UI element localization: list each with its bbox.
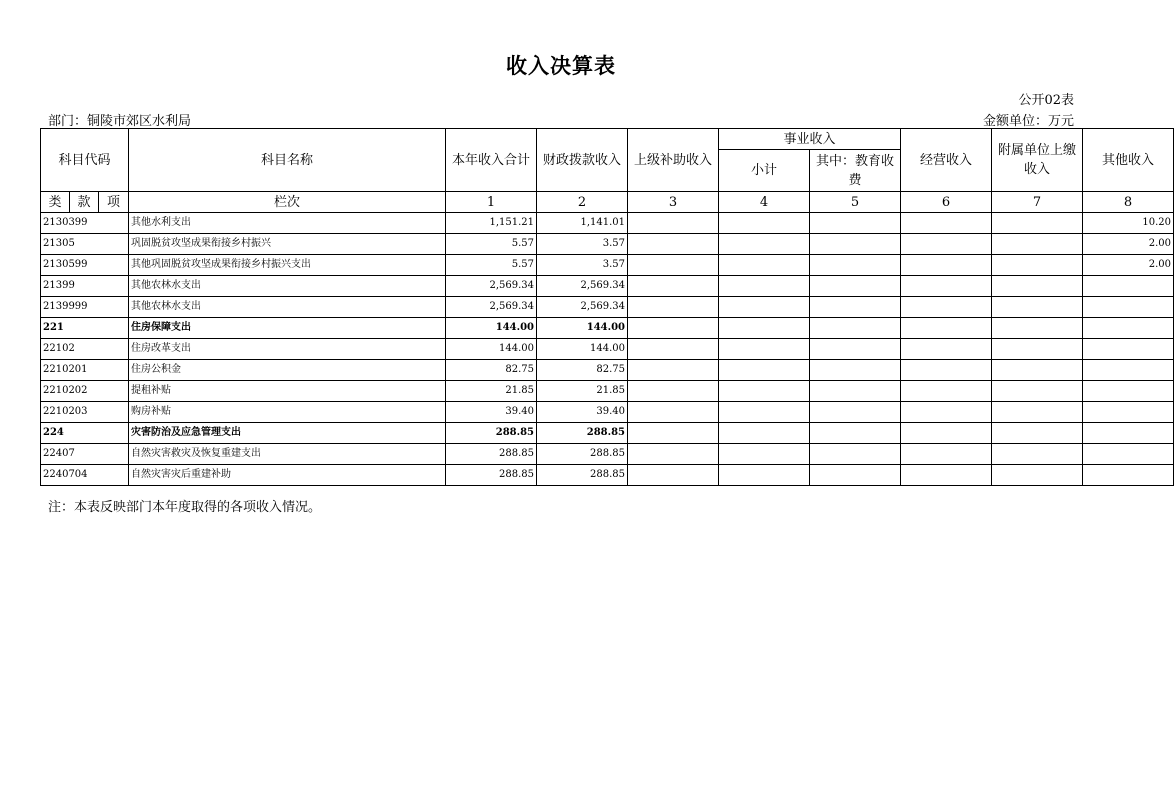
row-fiscal: 1,141.01	[537, 213, 628, 234]
row-fiscal: 3.57	[537, 234, 628, 255]
row-subtotal	[719, 402, 810, 423]
row-other	[1083, 423, 1174, 444]
row-affiliated	[992, 444, 1083, 465]
row-fiscal: 288.85	[537, 423, 628, 444]
row-total: 288.85	[446, 465, 537, 486]
row-name: 住房公积金	[129, 360, 446, 381]
row-operating	[901, 444, 992, 465]
row-other	[1083, 276, 1174, 297]
row-subtotal	[719, 255, 810, 276]
header-total: 本年收入合计	[446, 129, 537, 192]
header-col-3: 3	[628, 192, 719, 213]
header-col-4: 4	[719, 192, 810, 213]
row-total: 21.85	[446, 381, 537, 402]
row-education	[810, 213, 901, 234]
row-other	[1083, 318, 1174, 339]
row-superior	[628, 360, 719, 381]
row-code: 2210202	[41, 381, 129, 402]
row-superior	[628, 465, 719, 486]
row-name: 自然灾害灾后重建补助	[129, 465, 446, 486]
row-education	[810, 297, 901, 318]
row-fiscal: 2,569.34	[537, 297, 628, 318]
row-fiscal: 144.00	[537, 339, 628, 360]
table-row	[41, 234, 1174, 255]
row-total: 5.57	[446, 234, 537, 255]
row-code: 22102	[41, 339, 129, 360]
table-row	[41, 423, 1174, 444]
row-other: 10.20	[1083, 213, 1174, 234]
row-other	[1083, 402, 1174, 423]
row-total: 288.85	[446, 444, 537, 465]
row-affiliated	[992, 213, 1083, 234]
header-xiang: 项	[99, 192, 129, 213]
row-total: 5.57	[446, 255, 537, 276]
row-code: 22407	[41, 444, 129, 465]
row-subtotal	[719, 444, 810, 465]
row-name: 巩固脱贫攻坚成果衔接乡村振兴	[129, 234, 446, 255]
row-total: 2,569.34	[446, 297, 537, 318]
row-fiscal: 39.40	[537, 402, 628, 423]
row-education	[810, 360, 901, 381]
row-subtotal	[719, 234, 810, 255]
header-col-7: 7	[992, 192, 1083, 213]
footnote: 注：本表反映部门本年度取得的各项收入情况。	[48, 500, 322, 515]
row-total: 288.85	[446, 423, 537, 444]
row-education	[810, 444, 901, 465]
table-row	[41, 297, 1174, 318]
row-fiscal: 3.57	[537, 255, 628, 276]
row-name: 其他农林水支出	[129, 276, 446, 297]
amount-unit-label: 金额单位：万元	[982, 114, 1074, 129]
table-row	[41, 465, 1174, 486]
row-affiliated	[992, 423, 1083, 444]
row-superior	[628, 318, 719, 339]
row-superior	[628, 423, 719, 444]
row-fiscal: 2,569.34	[537, 276, 628, 297]
row-fiscal: 82.75	[537, 360, 628, 381]
row-subtotal	[719, 339, 810, 360]
row-operating	[901, 255, 992, 276]
row-affiliated	[992, 381, 1083, 402]
row-operating	[901, 318, 992, 339]
row-subtotal	[719, 381, 810, 402]
header-fiscal: 财政拨款收入	[537, 129, 628, 192]
header-other: 其他收入	[1083, 129, 1174, 192]
row-operating	[901, 381, 992, 402]
row-subtotal	[719, 465, 810, 486]
row-code: 2210203	[41, 402, 129, 423]
row-total: 39.40	[446, 402, 537, 423]
row-education	[810, 339, 901, 360]
row-subtotal	[719, 297, 810, 318]
table-row	[41, 402, 1174, 423]
row-operating	[901, 234, 992, 255]
row-superior	[628, 402, 719, 423]
row-total: 144.00	[446, 339, 537, 360]
row-superior	[628, 297, 719, 318]
row-superior	[628, 255, 719, 276]
row-name: 住房改革支出	[129, 339, 446, 360]
table-body	[41, 213, 1174, 486]
row-total: 82.75	[446, 360, 537, 381]
row-subtotal	[719, 360, 810, 381]
row-code: 2210201	[41, 360, 129, 381]
row-operating	[901, 213, 992, 234]
table-row	[41, 255, 1174, 276]
row-superior	[628, 444, 719, 465]
header-affiliated: 附属单位上缴收入	[992, 129, 1083, 192]
row-superior	[628, 276, 719, 297]
header-superior: 上级补助收入	[628, 129, 719, 192]
row-operating	[901, 360, 992, 381]
row-affiliated	[992, 276, 1083, 297]
row-fiscal: 288.85	[537, 444, 628, 465]
row-name: 其他水利支出	[129, 213, 446, 234]
header-name: 科目名称	[129, 129, 446, 192]
row-education	[810, 423, 901, 444]
row-code: 221	[41, 318, 129, 339]
table-row	[41, 318, 1174, 339]
row-other	[1083, 381, 1174, 402]
row-name: 其他农林水支出	[129, 297, 446, 318]
row-operating	[901, 297, 992, 318]
header-col-6: 6	[901, 192, 992, 213]
row-name: 购房补贴	[129, 402, 446, 423]
row-education	[810, 381, 901, 402]
row-other	[1083, 465, 1174, 486]
table-row	[41, 276, 1174, 297]
department-label: 部门：铜陵市郊区水利局	[48, 114, 192, 129]
header-col-1: 1	[446, 192, 537, 213]
row-code: 2130599	[41, 255, 129, 276]
row-superior	[628, 381, 719, 402]
table-row	[41, 213, 1174, 234]
row-affiliated	[992, 339, 1083, 360]
header-col-5: 5	[810, 192, 901, 213]
row-operating	[901, 402, 992, 423]
row-name: 住房保障支出	[129, 318, 446, 339]
header-education: 其中：教育收费	[810, 150, 901, 192]
header-lei: 类	[41, 192, 70, 213]
row-name: 自然灾害救灾及恢复重建支出	[129, 444, 446, 465]
row-affiliated	[992, 318, 1083, 339]
page-title: 收入决算表	[506, 54, 616, 78]
row-name: 提租补贴	[129, 381, 446, 402]
header-col-2: 2	[537, 192, 628, 213]
row-superior	[628, 234, 719, 255]
row-subtotal	[719, 276, 810, 297]
row-affiliated	[992, 297, 1083, 318]
row-other	[1083, 297, 1174, 318]
header-code: 科目代码	[41, 129, 129, 192]
row-education	[810, 402, 901, 423]
row-affiliated	[992, 402, 1083, 423]
row-education	[810, 318, 901, 339]
row-operating	[901, 276, 992, 297]
row-fiscal: 288.85	[537, 465, 628, 486]
income-table	[40, 128, 1174, 486]
row-total: 2,569.34	[446, 276, 537, 297]
row-superior	[628, 213, 719, 234]
row-education	[810, 465, 901, 486]
row-affiliated	[992, 255, 1083, 276]
row-education	[810, 255, 901, 276]
row-total: 144.00	[446, 318, 537, 339]
table-row	[41, 360, 1174, 381]
row-code: 21399	[41, 276, 129, 297]
row-subtotal	[719, 318, 810, 339]
row-other	[1083, 339, 1174, 360]
row-code: 2130399	[41, 213, 129, 234]
table-row	[41, 444, 1174, 465]
header-lanci: 栏次	[129, 192, 446, 213]
header-kuan: 款	[70, 192, 99, 213]
row-operating	[901, 423, 992, 444]
row-affiliated	[992, 465, 1083, 486]
form-number: 公开02表	[1018, 93, 1074, 108]
header-business: 事业收入	[719, 129, 901, 150]
row-affiliated	[992, 360, 1083, 381]
row-operating	[901, 465, 992, 486]
row-other: 2.00	[1083, 234, 1174, 255]
header-col-8: 8	[1083, 192, 1174, 213]
row-subtotal	[719, 213, 810, 234]
row-total: 1,151.21	[446, 213, 537, 234]
row-other	[1083, 360, 1174, 381]
row-name: 其他巩固脱贫攻坚成果衔接乡村振兴支出	[129, 255, 446, 276]
row-operating	[901, 339, 992, 360]
row-code: 2240704	[41, 465, 129, 486]
row-affiliated	[992, 234, 1083, 255]
row-name: 灾害防治及应急管理支出	[129, 423, 446, 444]
row-other	[1083, 444, 1174, 465]
row-other: 2.00	[1083, 255, 1174, 276]
row-fiscal: 144.00	[537, 318, 628, 339]
table-row	[41, 381, 1174, 402]
header-subtotal: 小计	[719, 150, 810, 192]
row-education	[810, 276, 901, 297]
row-code: 224	[41, 423, 129, 444]
row-superior	[628, 339, 719, 360]
row-education	[810, 234, 901, 255]
row-fiscal: 21.85	[537, 381, 628, 402]
row-code: 21305	[41, 234, 129, 255]
row-subtotal	[719, 423, 810, 444]
table-row	[41, 339, 1174, 360]
header-operating: 经营收入	[901, 129, 992, 192]
row-code: 2139999	[41, 297, 129, 318]
